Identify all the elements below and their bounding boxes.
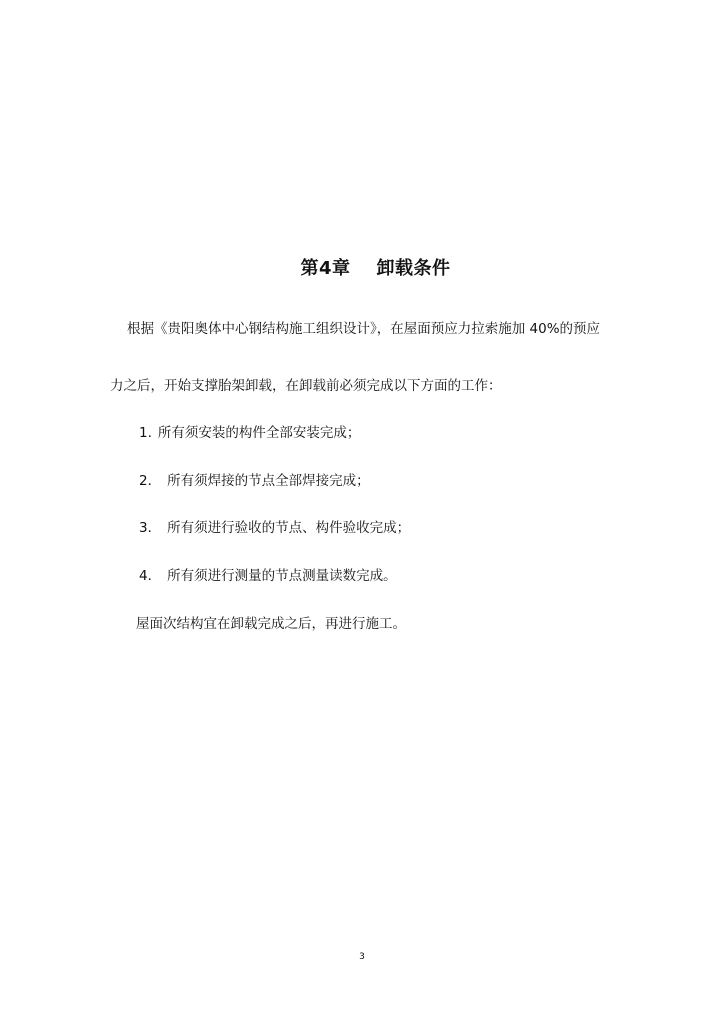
- chapter-number: 第4章: [300, 258, 351, 279]
- list-item-text: 所有须安装的构件全部安装完成；: [157, 425, 361, 441]
- list-item-number: 2．: [139, 473, 162, 489]
- list-item-text: 所有须进行验收的节点、构件验收完成；: [167, 520, 411, 536]
- chapter-heading: [0, 233, 724, 301]
- list-item: [139, 567, 397, 585]
- chapter-title: 卸载条件: [376, 258, 451, 279]
- list-item: [139, 472, 370, 490]
- list-item-number: 3．: [139, 520, 162, 536]
- list-item: [139, 519, 410, 537]
- page-number: 3: [359, 952, 365, 962]
- list-item-number: 1.: [139, 425, 152, 441]
- intro-paragraph-line1: 根据《贵阳奥体中心钢结构施工组织设计》，在屋面预应力拉索施加 40%的预应: [127, 321, 601, 337]
- list-item-number: 4．: [139, 568, 162, 584]
- intro-paragraph-line2: 力之后，开始支撑胎架卸载，在卸载前必须完成以下方面的工作：: [110, 378, 502, 394]
- list-item-text: 所有须进行测量的节点测量读数完成。: [167, 568, 397, 584]
- closing-paragraph: 屋面次结构宜在卸载完成之后，再进行施工。: [136, 616, 406, 632]
- list-item-text: 所有须焊接的节点全部焊接完成；: [167, 473, 370, 489]
- list-item: [139, 424, 360, 442]
